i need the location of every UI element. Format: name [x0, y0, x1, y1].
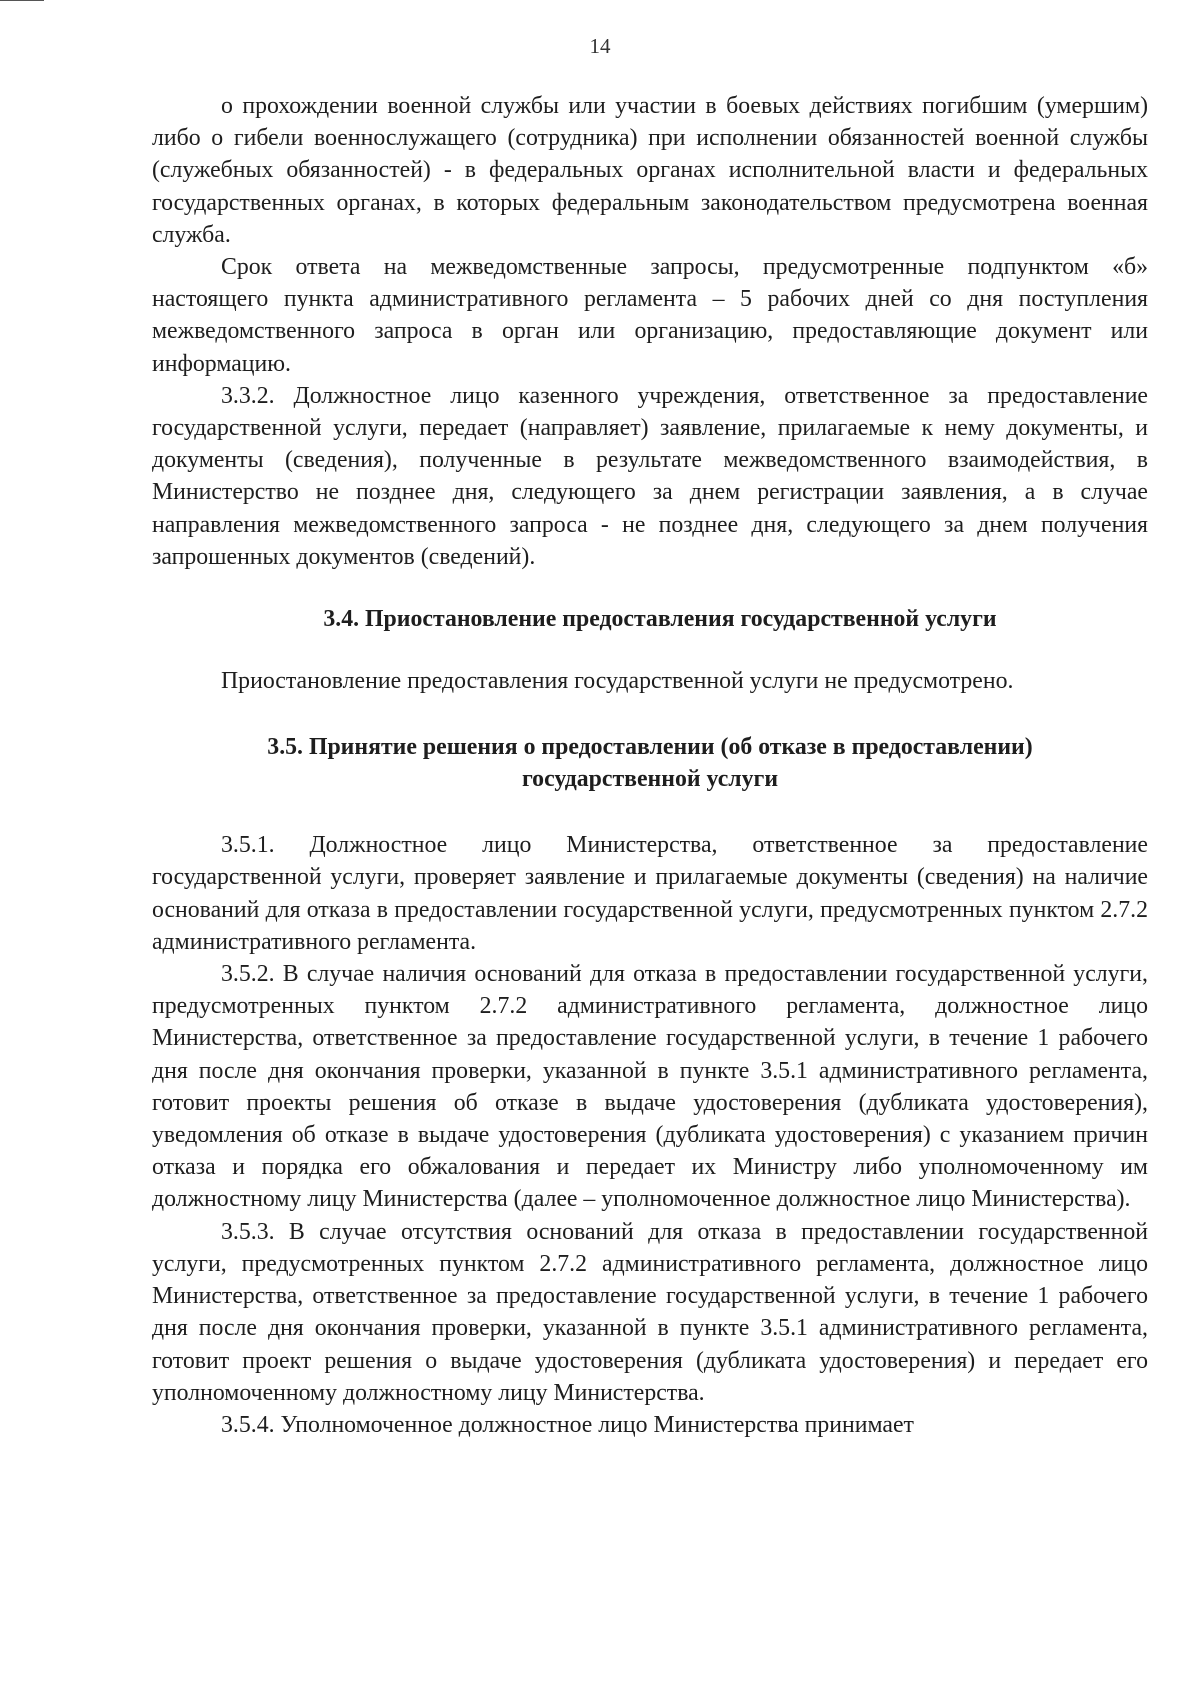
paragraph-3-5-4: 3.5.4. Уполномоченное должностное лицо Министерства принимает	[221, 1411, 914, 1438]
paragraph-3-3-2: 3.3.2. Должностное лицо казенного учреждения, ответственное за предоставление государственной услуги, передает (направляет) заявление, прилагаемые к нему документы, и документы (сведения), полученные в результате межведомственного взаимодействия, в Министерство не позднее дня, следующего за днем регистрации заявления, а в случае направления межведомственного запроса - не позднее дня, следующего за днем получения запрошенных документов (сведений).	[152, 382, 1148, 570]
paragraph-3-5-2: 3.5.2. В случае наличия оснований для отказа в предоставлении государственной услуги, предусмотренных пунктом 2.7.2 административного регламента, должностное лицо Министерства, ответственное за предоставление государственной услуги, в течение 1 рабочего дня после дня окончания проверки, указанной в пункте 3.5.1 административного регламента, готовит проекты решения об отказе в выдаче удостоверения (дубликата удостоверения), уведомления об отказе в выдаче удостоверения (дубликата удостоверения) с указанием причин отказа и порядка его обжалования и передает их Министру либо уполномоченному им должностному лицу Министерства (далее – уполномоченное должностное лицо Министерства).	[152, 961, 1148, 1213]
document-body	[152, 90, 1148, 1441]
section-heading-3-4: 3.4. Приостановление предоставления государственной услуги	[323, 606, 997, 633]
paragraph-3-5-3: 3.5.3. В случае отсутствия оснований для отказа в предоставлении государственной услуги, предусмотренных пунктом 2.7.2 административного регламента, должностное лицо Министерства, ответственное за предоставление государственной услуги, в течение 1 рабочего дня после дня окончания проверки, указанной в пункте 3.5.1 административного регламента, готовит проект решения о выдаче удостоверения (дубликата удостоверения) и передает его уполномоченному должностному лицу Министерства.	[152, 1218, 1148, 1406]
scan-edge-mark	[0, 0, 44, 1]
paragraph-3-5-1: 3.5.1. Должностное лицо Министерства, ответственное за предоставление государственной услуги, проверяет заявление и прилагаемые документы (сведения) на наличие оснований для отказа в предоставлении государственной услуги, предусмотренных пунктом 2.7.2 административного регламента.	[152, 832, 1148, 955]
paragraph-response-deadline: Срок ответа на межведомственные запросы, предусмотренные подпунктом «б» настоящего пункта административного регламента – 5 рабочих дней со дня поступления межведомственного запроса в орган или организацию, предоставляющие документ или информацию.	[152, 254, 1148, 377]
section-heading-3-5	[152, 731, 1148, 795]
page-number: 14	[589, 34, 611, 58]
paragraph-suspension: Приостановление предоставления государственной услуги не предусмотрено.	[221, 668, 1014, 695]
section-heading-3-5-line2: государственной услуги	[521, 766, 779, 793]
section-heading-3-5-line1: 3.5. Принятие решения о предоставлении (об отказе в предоставлении)	[267, 734, 1033, 761]
paragraph-military-service: о прохождении военной службы или участии в боевых действиях погибшим (умершим) либо о гибели военнослужащего (сотрудника) при исполнении обязанностей военной службы (служебных обязанностей) - в федеральных органах исполнительной власти и федеральных государственных органах, в которых федеральным законодательством предусмотрена военная служба.	[152, 93, 1148, 248]
